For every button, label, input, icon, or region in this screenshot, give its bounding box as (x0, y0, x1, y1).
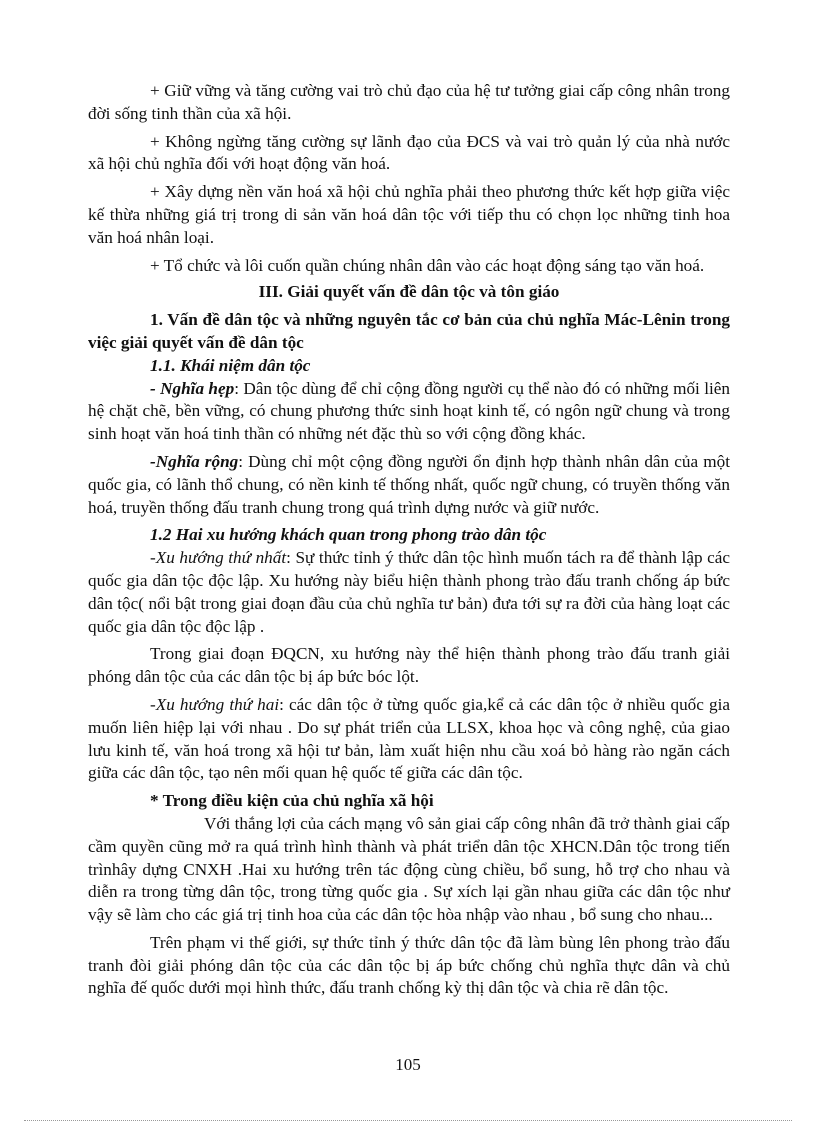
heading-concept-of-nation: 1.1. Khái niệm dân tộc (150, 355, 311, 375)
paragraph-intro-4: + Tổ chức và lôi cuốn quần chúng nhân dân vào các hoạt động sáng tạo văn hoá. (150, 255, 705, 275)
heading-socialism-conditions: * Trong điều kiện của chủ nghĩa xã hội (150, 791, 434, 811)
paragraph-trend-one-note: Trong giai đoạn ĐQCN, xu hướng này thể hiện thành phong trào đấu tranh giải phóng dân tộc của các dân tộc bị áp bức bóc lột. (88, 644, 730, 687)
paragraph-intro-1: + Giữ vững và tăng cường vai trò chủ đạo của hệ tư tưởng giai cấp công nhân trong đời sống tinh thần của xã hội. (88, 81, 730, 123)
trend-one-text: : Sự thức tỉnh ý thức dân tộc hình muốn tách ra để thành lập các quốc gia dân tộc độc lập. Xu hướng này biểu hiện thành phong trào đấu tranh chống áp bức dân tộc( nổi bật trong giai đoạn đầu của chủ nghĩa tư bản) đưa tới sự ra đời của hàng loạt các quốc gia dân tộc độc lập . (88, 548, 730, 636)
broad-sense-text: : Dùng chỉ một cộng đồng người ổn định hợp thành nhân dân của một quốc gia, có lãnh thổ chung, có nền kinh tế thống nhất, quốc ngữ chung, có truyền thống văn hoá, truyền thống đấu tranh chung trong quá trình dựng nước và giữ nước. (88, 451, 730, 517)
section-heading: III. Giải quyết vấn đề dân tộc và tôn giáo (258, 282, 560, 302)
paragraph-trend-one (88, 547, 730, 638)
narrow-sense-term: - Nghĩa hẹp (150, 378, 235, 398)
trend-one-term: -Xu hướng thứ nhất (150, 548, 287, 568)
trend-two-term: -Xu hướng thứ hai (150, 694, 280, 714)
paragraph-intro-2: + Không ngừng tăng cường sự lãnh đạo của ĐCS và vai trò quản lý của nhà nước xã hội chủ nghĩa đối với hoạt động văn hoá. (88, 131, 730, 174)
document-body (88, 80, 730, 1000)
trend-two-text: : các dân tộc ở từng quốc gia,kể cả các dân tộc ở nhiều quốc gia muốn liên hiệp lại với nhau . Do sự phát triển của LLSX, khoa học và công nghệ, của giao lưu kinh tế, văn hoá trong xã hội tư bản, làm xuất hiện nhu cầu xoá bỏ hàng rào ngăn cách giữa các dân tộc, tạo nên mối quan hệ quốc tế giữa các dân tộc. (88, 694, 730, 783)
paragraph-socialism: Với thắng lợi của cách mạng vô sản giai cấp công nhân đã trở thành giai cấp cầm quyền cũng mở ra quá trình hình thành và phát triển dân tộc XHCN.Dân tộc trong tiến trìnhây dựng CNXH .Hai xu hướng trên tác động cùng chiều, bổ sung, hỗ trợ cho nhau và diễn ra trong từng dân tộc, trong từng quốc gia . Sự xích lại gần nhau giữa các dân tộc như vậy sẽ làm cho các giá trị tinh hoa của các dân tộc hòa nhập vào nhau , bổ sung cho nhau... (88, 813, 730, 925)
broad-sense-term: -Nghĩa rộng (150, 451, 239, 471)
page-bottom-divider (24, 1120, 792, 1121)
page-number: 105 (395, 1055, 421, 1074)
paragraph-intro-3: + Xây dựng nền văn hoá xã hội chủ nghĩa phải theo phương thức kết hợp giữa việc kế thừa những giá trị trong di sản văn hoá dân tộc với tiếp thu có chọn lọc những tinh hoa văn hoá nhân loại. (88, 182, 730, 247)
heading-two-trends: 1.2 Hai xu hướng khách quan trong phong trào dân tộc (150, 525, 547, 545)
paragraph-trend-two (88, 694, 730, 785)
paragraph-narrow-sense (88, 378, 730, 446)
paragraph-broad-sense (88, 451, 730, 519)
narrow-sense-text: : Dân tộc dùng để chỉ cộng đồng người cụ thể nào đó có những mối liên hệ chặt chẽ, bền vững, có chung phương thức sinh hoạt kinh tế, có ngôn ngữ chung và trong sinh hoạt văn hoá tinh thần có những nét đặc thù so với cộng đồng khác. (88, 378, 730, 444)
paragraph-world: Trên phạm vi thế giới, sự thức tỉnh ý thức dân tộc đã làm bùng lên phong trào đấu tranh đòi giải phóng dân tộc của các dân tộc bị áp bức chống chủ nghĩa thực dân và chủ nghĩa đế quốc dưới mọi hình thức, đấu tranh chống kỳ thị dân tộc và chia rẽ dân tộc. (88, 932, 730, 998)
subsection-heading: 1. Vấn đề dân tộc và những nguyên tắc cơ bản của chủ nghĩa Mác-Lênin trong việc giải quyết vấn đề dân tộc (88, 310, 730, 352)
